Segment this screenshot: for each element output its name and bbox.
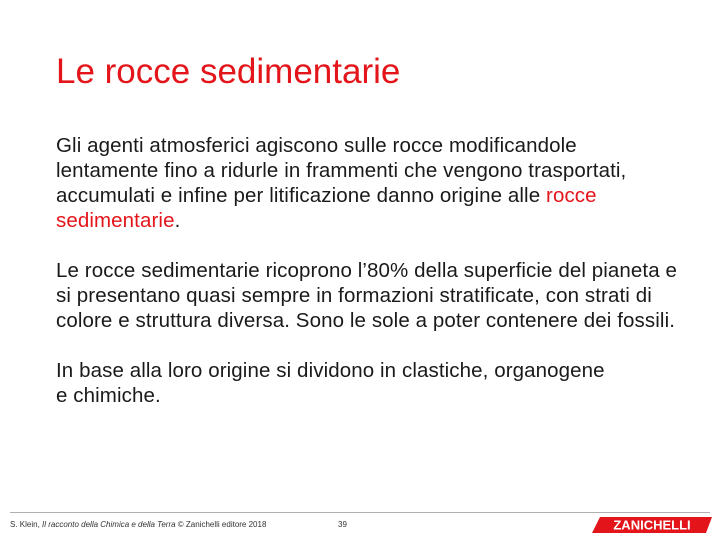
footer-book-title: Il racconto della Chimica e della Terra bbox=[42, 520, 176, 529]
footer-publisher: © Zanichelli editore 2018 bbox=[175, 520, 267, 529]
paragraph-2: Le rocce sedimentarie ricoprono l’80% della superficie del pianeta e si presentano quasi sempre in formazioni stratificate, con strati di colore e struttura diversa. Sono le sole a poter contenere dei fossili. bbox=[56, 259, 678, 332]
footer-author: S. Klein, bbox=[10, 520, 43, 529]
paragraph-3: In base alla loro origine si dividono in clastiche, organogene e chimiche. bbox=[56, 359, 605, 407]
slide-body bbox=[56, 133, 696, 433]
slide-footer bbox=[0, 512, 720, 540]
paragraph-1-text: Gli agenti atmosferici agiscono sulle rocce modificandole lentamente fino a ridurle in frammenti che vengono trasportati, accumulati e infine per litificazione danno origine alle bbox=[56, 134, 627, 207]
highlight-rocce-sedimentarie: rocce sedimentarie bbox=[56, 184, 597, 232]
zanichelli-logo bbox=[592, 515, 712, 535]
slide-title: Le rocce sedimentarie bbox=[56, 52, 401, 91]
paragraph-1 bbox=[56, 133, 676, 233]
logo-text: ZANICHELLI bbox=[613, 517, 691, 533]
footer-credit bbox=[10, 520, 266, 529]
footer-divider bbox=[10, 512, 710, 513]
page-number: 39 bbox=[338, 520, 347, 529]
paragraph-1-period: . bbox=[174, 209, 181, 232]
